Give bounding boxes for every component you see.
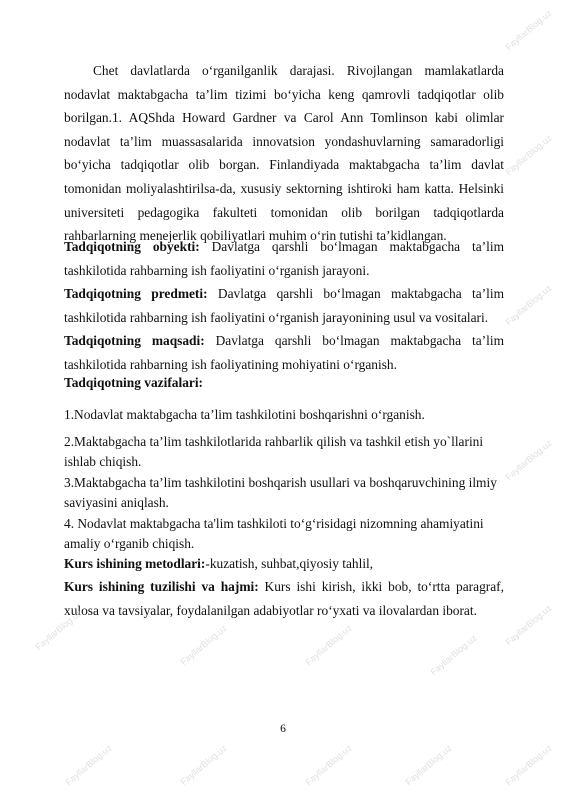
watermark: FayllarBlog.uz [503, 437, 554, 483]
research-object-label: Tadqiqotning obyekti: [64, 239, 200, 254]
research-subject-text: Davlatga qarshli bo‘lmagan maktabgacha ta’lim tashkilotida rahbarning ish faoliyatini o‘rganish jarayonining usul va vositalari. [64, 286, 504, 325]
course-methods-label: Kurs ishining metodlari: [64, 556, 206, 571]
research-tasks-heading [64, 371, 504, 395]
research-goal [64, 329, 504, 376]
watermark: FayllarBlog.uz [503, 7, 554, 53]
intro-paragraph: Chet davlatlarda o‘rganilganlik darajasi. Rivojlangan mamlakatlarda nodavlat maktabgacha ta’lim tizimi bo‘yicha keng qamrovli tadqiqotlar olib borilgan.1. AQShda Howard Gardner va Carol Ann Tomlinson kabi olimlar nodavlat ta’lim muassasalarida innovatsion yondashuvlarning samaradorligi bo‘yicha tadqiqotlar olib borgan. Finlandiyada maktabgacha ta’lim davlat tomonidan moliyalashtirilsa-da, xususiy sektorning ishtiroki ham katta. Helsinki universiteti pedagogika fakulteti tomonidan olib borilgan tadqiqotlarda rahbarlarning menejerlik qobiliyatlari muhim o‘rin tutishi ta’kidlangan. [64, 63, 504, 244]
watermark: FayllarBlog.uz [503, 282, 554, 328]
watermark: FayllarBlog.uz [403, 742, 454, 788]
task-item: 2.Maktabgacha ta’lim tashkilotlarida rahbarlik qilish va tashkil etish yo`llarini ishlab chiqish. [64, 434, 484, 469]
research-object [64, 235, 504, 282]
watermark: FayllarBlog.uz [178, 622, 229, 668]
research-tasks-label: Tadqiqotning vazifalari: [64, 375, 204, 390]
watermark: FayllarBlog.uz [503, 602, 554, 648]
task-item: 4. Nodavlat maktabgacha ta'lim tashkiloti to‘g‘risidagi nizomning ahamiyatini amaliy o‘rganib chiqish. [64, 516, 484, 551]
course-methods [64, 552, 504, 576]
course-structure [64, 575, 504, 622]
task-item: 1.Nodavlat maktabgacha ta’lim tashkilotini boshqarishni o‘rganish. [64, 407, 425, 422]
research-goal-text: Davlatga qarshli bo‘lmagan maktabgacha ta’lim tashkilotida rahbarning ish faoliyatining mohiyatini o‘rganish. [64, 333, 504, 372]
course-structure-label: Kurs ishining tuzilishi va hajmi: [64, 579, 259, 594]
watermark: FayllarBlog.uz [503, 132, 554, 178]
watermark: FayllarBlog.uz [428, 632, 479, 678]
course-structure-text: Kurs ishi kirish, ikki bob, to‘rtta paragraf, xulosa va tavsiyalar, foydalanilgan adabiyotlar ro‘yxati va ilovalardan iborat. [64, 579, 504, 618]
course-methods-text: -kuzatish, suhbat,qiyosiy tahlil, [205, 556, 374, 571]
task-item: 3.Maktabgacha ta’lim tashkilotini boshqarish usullari va boshqaruvchining ilmiy saviyasini aniqlash. [64, 475, 497, 510]
watermark: FayllarBlog.uz [303, 622, 354, 668]
page-number: 6 [280, 723, 286, 735]
watermark: FayllarBlog.uz [33, 607, 84, 653]
research-goal-label: Tadqiqotning maqsadi: [64, 333, 205, 348]
research-subject-label: Tadqiqotning predmeti: [64, 286, 208, 301]
watermark: FayllarBlog.uz [303, 742, 354, 788]
watermark: FayllarBlog.uz [178, 742, 229, 788]
research-subject [64, 282, 504, 329]
research-object-text: Davlatga qarshli bo‘lmagan maktabgacha ta’lim tashkilotida rahbarning ish faoliyatini o‘rganish jarayoni. [64, 239, 504, 278]
watermark: FayllarBlog.uz [503, 742, 554, 788]
watermark: FayllarBlog.uz [63, 742, 114, 788]
